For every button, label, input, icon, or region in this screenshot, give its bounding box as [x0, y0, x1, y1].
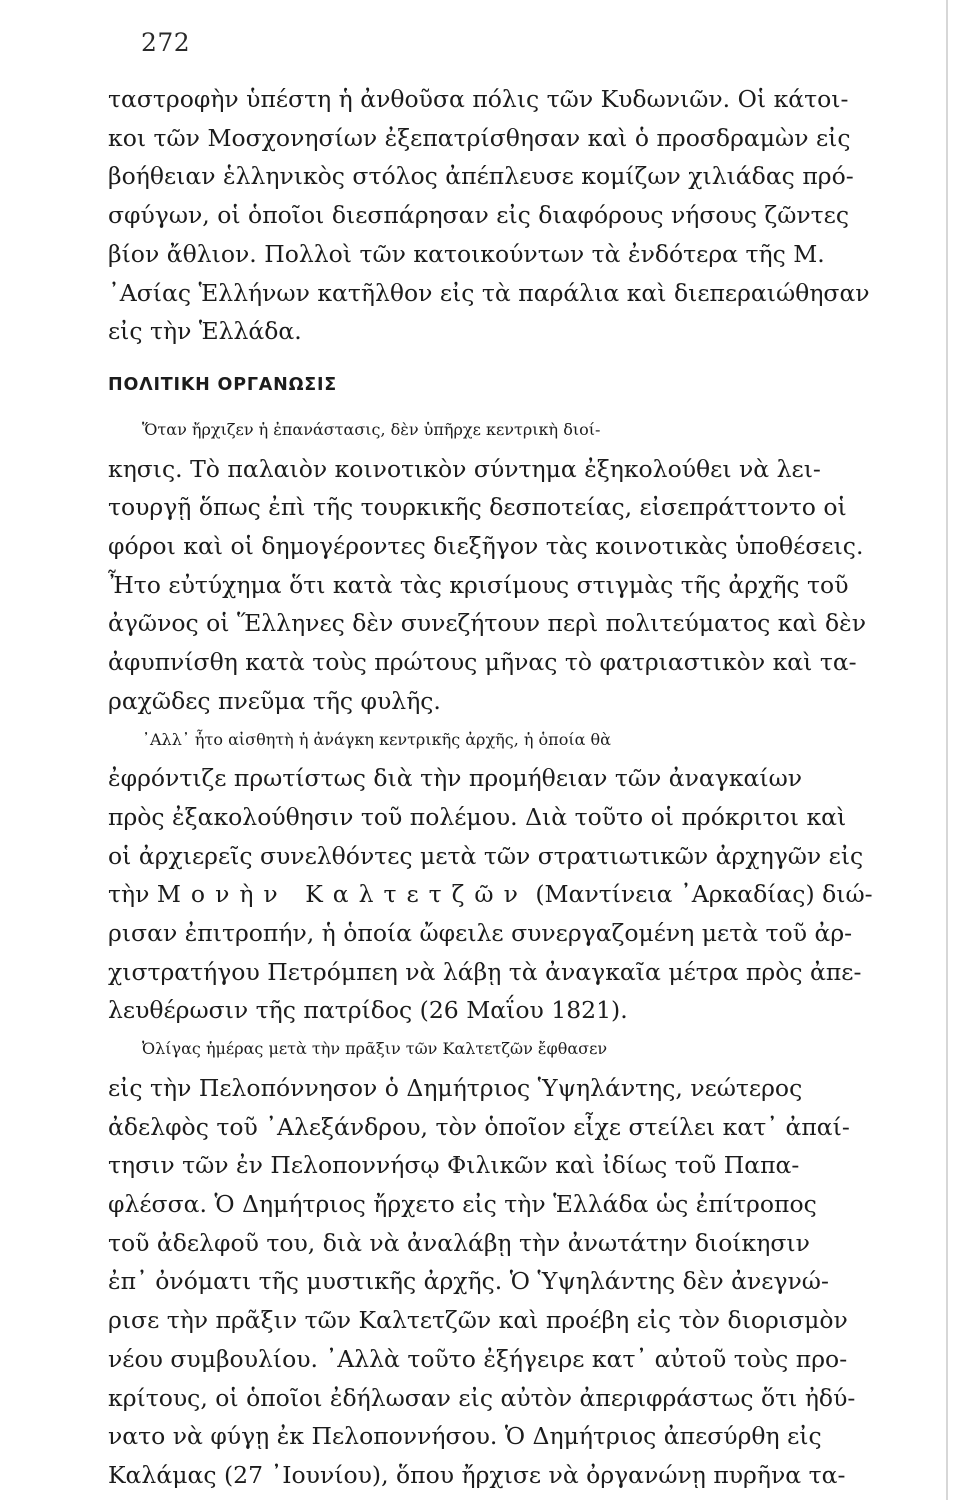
text-line: ᾿Αλλ᾿ ἦτο αἰσθητὴ ἡ ἀνάγκη κεντρικῆς ἀρχῆς, ἡ ὁποία θὰ	[142, 729, 611, 749]
page-body	[108, 80, 908, 1495]
text-line-spaced	[108, 875, 908, 914]
text-line: ἀγῶνος οἱ Ἕλληνες δὲν συνεζήτουν περὶ πολιτεύματος καὶ δὲν	[108, 609, 867, 638]
text-line: πρὸς ἐξακολούθησιν τοῦ πολέμου. Διὰ τοῦτο οἱ πρόκριτοι καὶ	[108, 802, 847, 831]
spaced-suffix: (Μαντίνεια ᾿Αρκαδίας) διώ-	[535, 880, 873, 909]
paragraph-2	[108, 721, 908, 1031]
page-edge-shadow	[946, 0, 948, 1500]
text-line: εἰς τὴν Ἑλλάδα.	[108, 317, 302, 346]
text-line: ρισε τὴν πρᾶξιν τῶν Καλτετζῶν καὶ προέβη εἰς τὸν διορισμὸν	[108, 1306, 848, 1335]
text-line: ᾿Ασίας Ἑλλήνων κατῆλθον εἰς τὰ παράλια καὶ διεπεραιώθησαν	[108, 278, 870, 307]
paragraph-1	[108, 411, 908, 721]
text-line: ἀδελφὸς τοῦ ᾿Αλεξάνδρου, τὸν ὁποῖον εἶχε στείλει κατ᾿ ἀπαί-	[108, 1112, 850, 1141]
text-line: φόροι καὶ οἱ δημογέροντες διεξῆγον τὰς κοινοτικὰς ὑποθέσεις.	[108, 532, 864, 561]
text-line: κησις. Τὸ παλαιὸν κοινοτικὸν σύντημα ἐξηκολούθει νὰ λει-	[108, 454, 821, 483]
text-line: τοῦ ἀδελφοῦ του, διὰ νὰ ἀναλάβῃ τὴν ἀνωτάτην διοίκησιν	[108, 1228, 810, 1257]
text-line: τουργῇ ὅπως ἐπὶ τῆς τουρκικῆς δεσποτείας, εἰσεπράττοντο οἱ	[108, 493, 847, 522]
text-line: νέου συμβουλίου. ᾿Αλλὰ τοῦτο ἐξήγειρε κατ᾿ αὐτοῦ τοὺς προ-	[108, 1344, 848, 1373]
section-heading: ΠΟΛΙΤΙΚΗ ΟΡΓΑΝΩΣΙΣ	[108, 374, 338, 395]
text-line: βοήθειαν ἑλληνικὸς στόλος ἀπέπλευσε κομίζων χιλιάδας πρό-	[108, 162, 854, 191]
text-line: ρισαν ἐπιτροπήν, ἡ ὁποία ὤφειλε συνεργαζομένη μετὰ τοῦ ἀρ-	[108, 919, 853, 948]
text-line: ἀφυπνίσθη κατὰ τοὺς πρώτους μῆνας τὸ φατριαστικὸν καὶ τα-	[108, 648, 857, 677]
text-line: βίον ἄθλιον. Πολλοὶ τῶν κατοικούντων τὰ ἐνδότερα τῆς Μ.	[108, 239, 825, 268]
text-line: σφύγων, οἱ ὁποῖοι διεσπάρησαν εἰς διαφόρους νήσους ζῶντες	[108, 201, 850, 230]
text-line: ταστροφὴν ὑπέστη ἡ ἀνθοῦσα πόλις τῶν Κυδωνιῶν. Οἱ κάτοι-	[108, 85, 849, 113]
text-line: λευθέρωσιν τῆς πατρίδος (26 Μαΐου 1821).	[108, 996, 628, 1025]
paragraph-intro	[108, 80, 908, 351]
text-line: Ὅταν ἤρχιζεν ἡ ἐπανάστασις, δὲν ὑπῆρχε κεντρικὴ διοί-	[142, 419, 601, 439]
text-line: φλέσσα. Ὁ Δημήτριος ἤρχετο εἰς τὴν Ἑλλάδα ὡς ἐπίτροπος	[108, 1189, 817, 1218]
text-line: κοι τῶν Μοσχονησίων ἐξεπατρίσθησαν καὶ ὁ προσδραμὼν εἰς	[108, 123, 851, 152]
text-line: Ὀλίγας ἡμέρας μετὰ τὴν πρᾶξιν τῶν Καλτετζῶν ἔφθασεν	[142, 1039, 608, 1059]
page-number: 272	[141, 28, 191, 57]
text-line: τησιν τῶν ἐν Πελοποννήσῳ Φιλικῶν καὶ ἰδίως τοῦ Παπα-	[108, 1151, 800, 1180]
text-line: κρίτους, οἱ ὁποῖοι ἐδήλωσαν εἰς αὐτὸν ἀπεριφράστως ὅτι ἠδύ-	[108, 1383, 856, 1412]
spaced-prefix: τὴν	[108, 880, 150, 909]
text-line: χιστρατήγου Πετρόμπεη νὰ λάβῃ τὰ ἀναγκαῖα μέτρα πρὸς ἀπε-	[108, 957, 862, 986]
text-line: ἐπ᾿ ὀνόματι τῆς μυστικῆς ἀρχῆς. Ὁ Ὑψηλάντης δὲν ἀνεγνώ-	[108, 1267, 829, 1296]
text-line: νατο νὰ φύγῃ ἐκ Πελοποννήσου. Ὁ Δημήτριος ἀπεσύρθη εἰς	[108, 1422, 822, 1451]
text-line: Ἦτο εὐτύχημα ὅτι κατὰ τὰς κρισίμους στιγμὰς τῆς ἀρχῆς τοῦ	[108, 570, 849, 599]
text-line: Καλάμας (27 ᾿Ιουνίου), ὅπου ἤρχισε νὰ ὀργανώνῃ πυρῆνα τα-	[108, 1460, 846, 1489]
text-line: εἰς τὴν Πελοπόννησον ὁ Δημήτριος Ὑψηλάντης, νεώτερος	[108, 1073, 803, 1102]
paragraph-3	[108, 1030, 908, 1494]
text-line: ραχῶδες πνεῦμα τῆς φυλῆς.	[108, 686, 441, 715]
monastery-name: Μονὴν Καλτετζῶν	[156, 880, 528, 909]
text-line: οἱ ἀρχιερεῖς συνελθόντες μετὰ τῶν στρατιωτικῶν ἀρχηγῶν εἰς	[108, 841, 864, 870]
text-line: ἐφρόντιζε πρωτίστως διὰ τὴν προμήθειαν τῶν ἀναγκαίων	[108, 764, 803, 793]
